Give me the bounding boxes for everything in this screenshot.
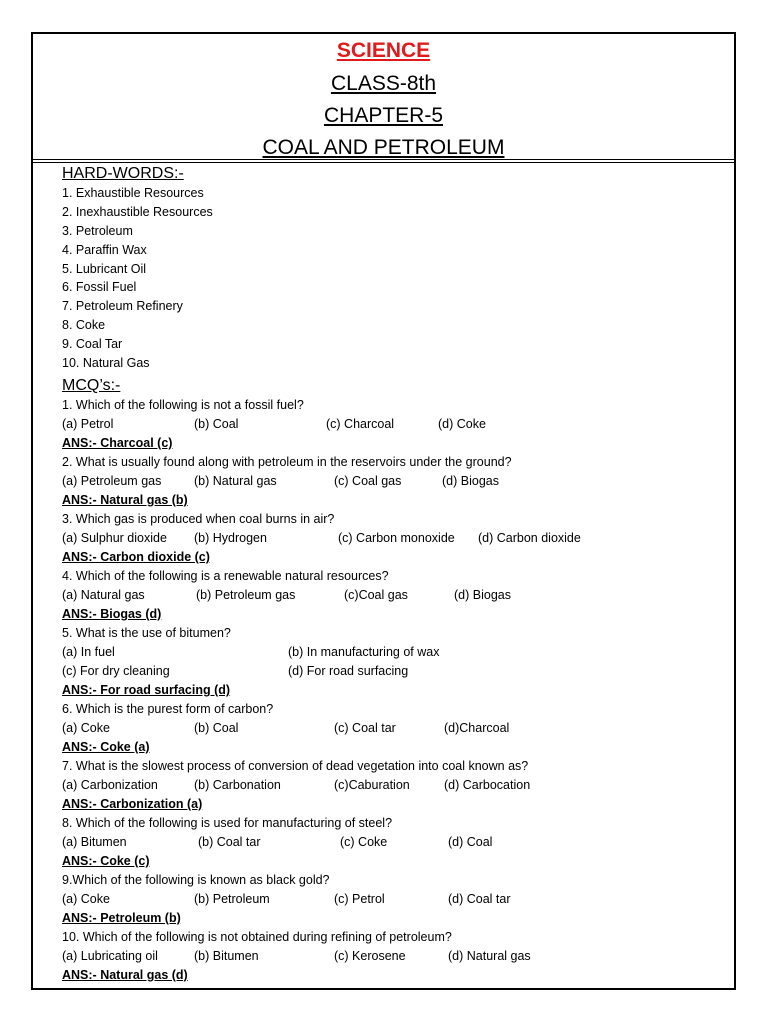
option-d: (d) Coke	[438, 416, 486, 431]
mcq-heading: MCQ’s:-	[62, 376, 121, 394]
option-a: (a) Bitumen	[62, 834, 127, 849]
options-row	[62, 719, 732, 738]
answer-text: ANS:- Petroleum (b)	[62, 910, 181, 925]
question-text: 10. Which of the following is not obtained during refining of petroleum?	[62, 929, 452, 944]
option-c: (c) Petrol	[334, 891, 385, 906]
answer-text: ANS:- Coke (a)	[62, 739, 150, 754]
options-row	[62, 890, 732, 909]
hard-word-item: 9. Coal Tar	[62, 337, 123, 352]
option-c: (c) For dry cleaning	[62, 663, 170, 678]
option-a: (a) Sulphur dioxide	[62, 530, 167, 545]
options-row	[62, 415, 732, 434]
option-a: (a) Petroleum gas	[62, 473, 162, 488]
page-frame	[31, 32, 736, 990]
answer-text: ANS:- Carbonization (a)	[62, 796, 203, 811]
options-row	[62, 529, 732, 548]
option-b: (b) Petroleum gas	[196, 587, 296, 602]
question-text: 5. What is the use of bitumen?	[62, 625, 231, 640]
subject-title: SCIENCE	[336, 39, 431, 62]
options-row	[62, 643, 732, 662]
hard-word-item: 1. Exhaustible Resources	[62, 186, 204, 200]
option-a: (a) Coke	[62, 891, 110, 906]
option-d: (d) Coal	[448, 834, 493, 849]
options-row	[62, 776, 732, 795]
option-b: (b) Coal tar	[198, 834, 261, 849]
options-row	[62, 947, 732, 966]
hard-word-item: 3. Petroleum	[62, 223, 133, 238]
question-text: 3. Which gas is produced when coal burns in air?	[62, 511, 335, 526]
answer-text: ANS:- Carbon dioxide (c)	[62, 549, 210, 564]
answer-text: ANS:- Charcoal (c)	[62, 435, 173, 450]
hard-word-item: 2. Inexhaustible Resources	[62, 204, 213, 219]
question-text: 8. Which of the following is used for manufacturing of steel?	[62, 815, 393, 830]
chapter-title: CHAPTER-5	[323, 104, 444, 127]
option-b: (b) Bitumen	[194, 948, 259, 963]
answer-text: ANS:- Coke (c)	[62, 853, 150, 868]
hard-words-list	[62, 184, 732, 373]
option-c: (c)Coal gas	[344, 587, 408, 602]
question-text: 7. What is the slowest process of conversion of dead vegetation into coal known as?	[62, 758, 529, 773]
option-b: (b) In manufacturing of wax	[288, 644, 440, 659]
option-b: (b) Carbonation	[194, 777, 281, 792]
option-d: (d) For road surfacing	[288, 663, 409, 678]
option-b: (b) Coal	[194, 720, 239, 735]
hard-word-item: 8. Coke	[62, 318, 106, 333]
option-c: (c)Caburation	[334, 777, 410, 792]
question-text: 1. Which of the following is not a fossil fuel?	[62, 397, 304, 412]
chapter-name: COAL AND PETROLEUM	[262, 136, 505, 159]
class-title: CLASS-8th	[330, 72, 437, 95]
option-d: (d) Biogas	[442, 473, 499, 488]
option-a: (a) In fuel	[62, 644, 115, 659]
option-c: (c) Carbon monoxide	[338, 530, 455, 545]
question-text: 2. What is usually found along with petroleum in the reservoirs under the ground?	[62, 454, 512, 469]
answer-text: ANS:- For road surfacing (d)	[62, 682, 231, 697]
option-c: (c) Coal tar	[334, 720, 396, 735]
option-b: (b) Natural gas	[194, 473, 277, 488]
hard-word-item: 5. Lubricant Oil	[62, 261, 147, 276]
option-c: (c) Kerosene	[334, 948, 406, 963]
answer-text: ANS:- Biogas (d)	[62, 606, 162, 621]
options-row	[62, 472, 732, 491]
hard-word-item: 4. Paraffin Wax	[62, 242, 147, 257]
question-text: 4. Which of the following is a renewable natural resources?	[62, 568, 389, 583]
options-row	[62, 833, 732, 852]
header-divider	[33, 159, 734, 160]
option-c: (c) Coke	[340, 834, 388, 849]
hard-word-item: 7. Petroleum Refinery	[62, 299, 183, 314]
option-d: (d) Biogas	[454, 587, 511, 602]
hard-word-item: 6. Fossil Fuel	[62, 280, 137, 295]
header-divider-inner	[33, 162, 734, 163]
options-row	[62, 662, 732, 681]
option-a: (a) Coke	[62, 720, 110, 735]
option-d: (d) Natural gas	[448, 948, 531, 963]
option-d: (d)Charcoal	[444, 720, 510, 735]
option-a: (a) Natural gas	[62, 587, 145, 602]
option-a: (a) Carbonization	[62, 777, 158, 792]
option-d: (d) Carbocation	[444, 777, 531, 792]
option-a: (a) Petrol	[62, 416, 114, 431]
question-text: 9.Which of the following is known as black gold?	[62, 872, 330, 887]
option-b: (b) Coal	[194, 416, 239, 431]
option-c: (c) Coal gas	[334, 473, 402, 488]
option-d: (d) Coal tar	[448, 891, 511, 906]
option-c: (c) Charcoal	[326, 416, 395, 431]
answer-text: ANS:- Natural gas (d)	[62, 967, 188, 982]
option-d: (d) Carbon dioxide	[478, 530, 581, 545]
options-row	[62, 586, 732, 605]
option-a: (a) Lubricating oil	[62, 948, 158, 963]
page-header	[33, 34, 734, 159]
hard-word-item: 10. Natural Gas	[62, 356, 150, 371]
question-text: 6. Which is the purest form of carbon?	[62, 701, 274, 716]
option-b: (b) Hydrogen	[194, 530, 267, 545]
answer-text: ANS:- Natural gas (b)	[62, 492, 188, 507]
hard-words-heading: HARD-WORDS:-	[62, 165, 184, 182]
worksheet-content	[62, 164, 732, 985]
option-b: (b) Petroleum	[194, 891, 270, 906]
